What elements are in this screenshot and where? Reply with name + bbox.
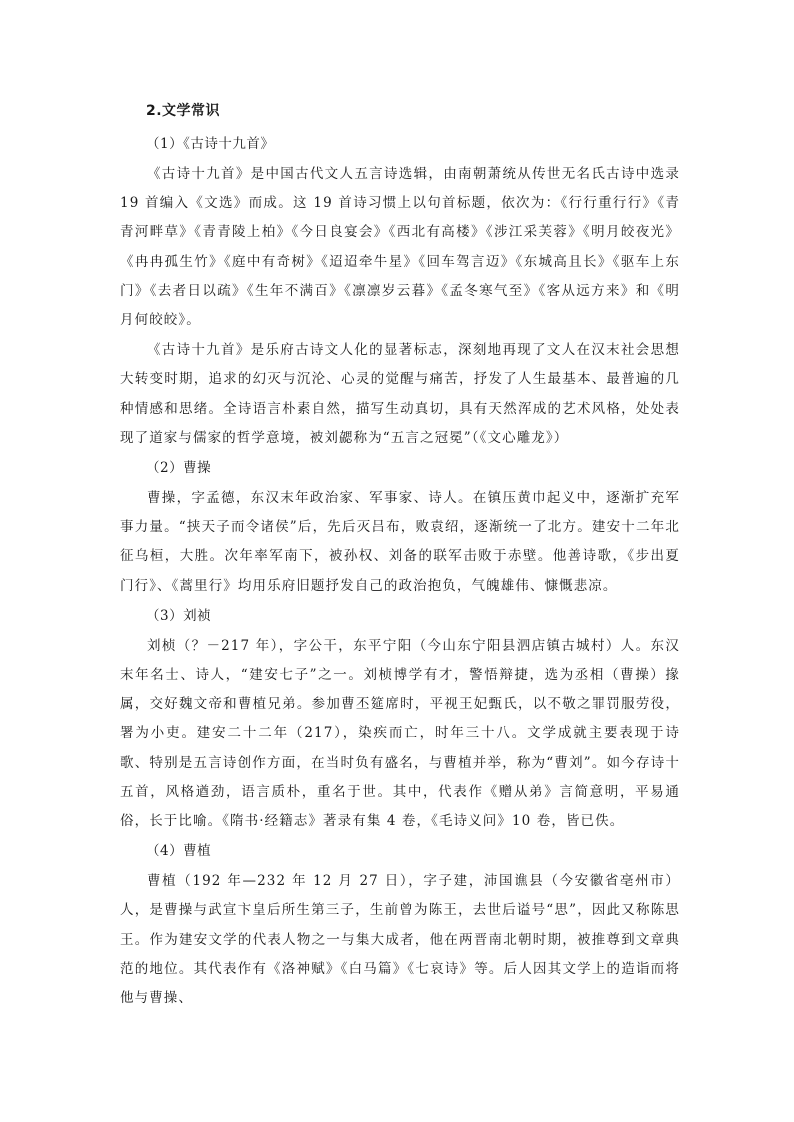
item-caozhi [120,837,680,1013]
item-gushi [120,130,680,453]
item-title: （2）曹操 [146,460,212,477]
paragraph: 《古诗十九首》是乐府古诗文人化的显著标志，深刻地再现了文人在汉末社会思想大转变时期，追求的幻灭与沉沦、心灵的觉醒与痛苦，抒发了人生最基本、最普遍的几种情感和思绪。全诗语言朴素自然，描写生动真切，具有天然浑成的艺术风格，处处表现了道家与儒家的哲学意境，被刘勰称为“五言之冠冕”（《文心雕龙》） [120,342,680,446]
section-heading: 2.文学常识 [146,103,221,119]
paragraph: 刘桢（？－217 年），字公干，东平宁阳（今山东宁阳县泗店镇古城村）人。东汉末年名士、诗人，“建安七子”之一。刘桢博学有才，警悟辩捷，选为丞相（曹操）掾属，交好魏文帝和曹植兄弟。参加曹丕筵席时，平视王妃甄氏，以不敬之罪罚服劳役，署为小吏。建安二十二年（217），染疾而亡，时年三十八。文学成就主要表现于诗歌、特别是五言诗创作方面，在当时负有盛名，与曹植并举，称为“曹刘”。如今存诗十五首，风格遒劲，语言质朴，重名于世。其中，代表作《赠从弟》言简意明，平易通俗，长于比喻。《隋书·经籍志》著录有集 4 卷，《毛诗义问》10 卷，皆已佚。 [120,637,680,830]
item-title: （4）曹植 [146,843,212,860]
document-content [120,96,680,1014]
item-liuzhen [120,602,680,836]
paragraph: 《古诗十九首》是中国古代文人五言诗选辑，由南朝萧统从传世无名氏古诗中选录 19 首编入《文选》而成。这 19 首诗习惯上以句首标题，依次为：《行行重行行》《青青河畔草》《青青陵上柏》《今日良宴会》《西北有高楼》《涉江采芙蓉》《明月皎夜光》《冉冉孤生竹》《庭中有奇树》《迢迢牵牛星》《回车驾言迈》《东城高且长》《驱车上东门》《去者日以疏》《生年不满百》《凛凛岁云暮》《孟冬寒气至》《客从远方来》和《明月何皎皎》。 [120,166,680,329]
item-title: （3）刘祯 [146,607,212,624]
item-caocao [120,454,680,601]
paragraph: 曹植（192 年—232 年 12 月 27 日），字子建，沛国谯县（今安徽省亳州市）人，是曹操与武宣卞皇后所生第三子，生前曾为陈王，去世后谥号“思”，因此又称陈思王。作为建安文学的代表人物之一与集大成者，他在两晋南北朝时期，被推尊到文章典范的地位。其代表作有《洛神赋》《白马篇》《七哀诗》等。后人因其文学上的造诣而将他与曹操、 [120,873,680,1007]
item-title: （1）《古诗十九首》 [146,136,275,152]
paragraph: 曹操，字孟德，东汉末年政治家、军事家、诗人。在镇压黄巾起义中，逐渐扩充军事力量。“挟天子而令诸侯”后，先后灭吕布，败袁绍，逐渐统一了北方。建安十二年北征乌桓，大胜。次年率军南下，被孙权、刘备的联军击败于赤壁。他善诗歌，《步出夏门行》、《蒿里行》均用乐府旧题抒发自己的政治抱负，气魄雄伟、慷慨悲凉。 [120,490,680,594]
